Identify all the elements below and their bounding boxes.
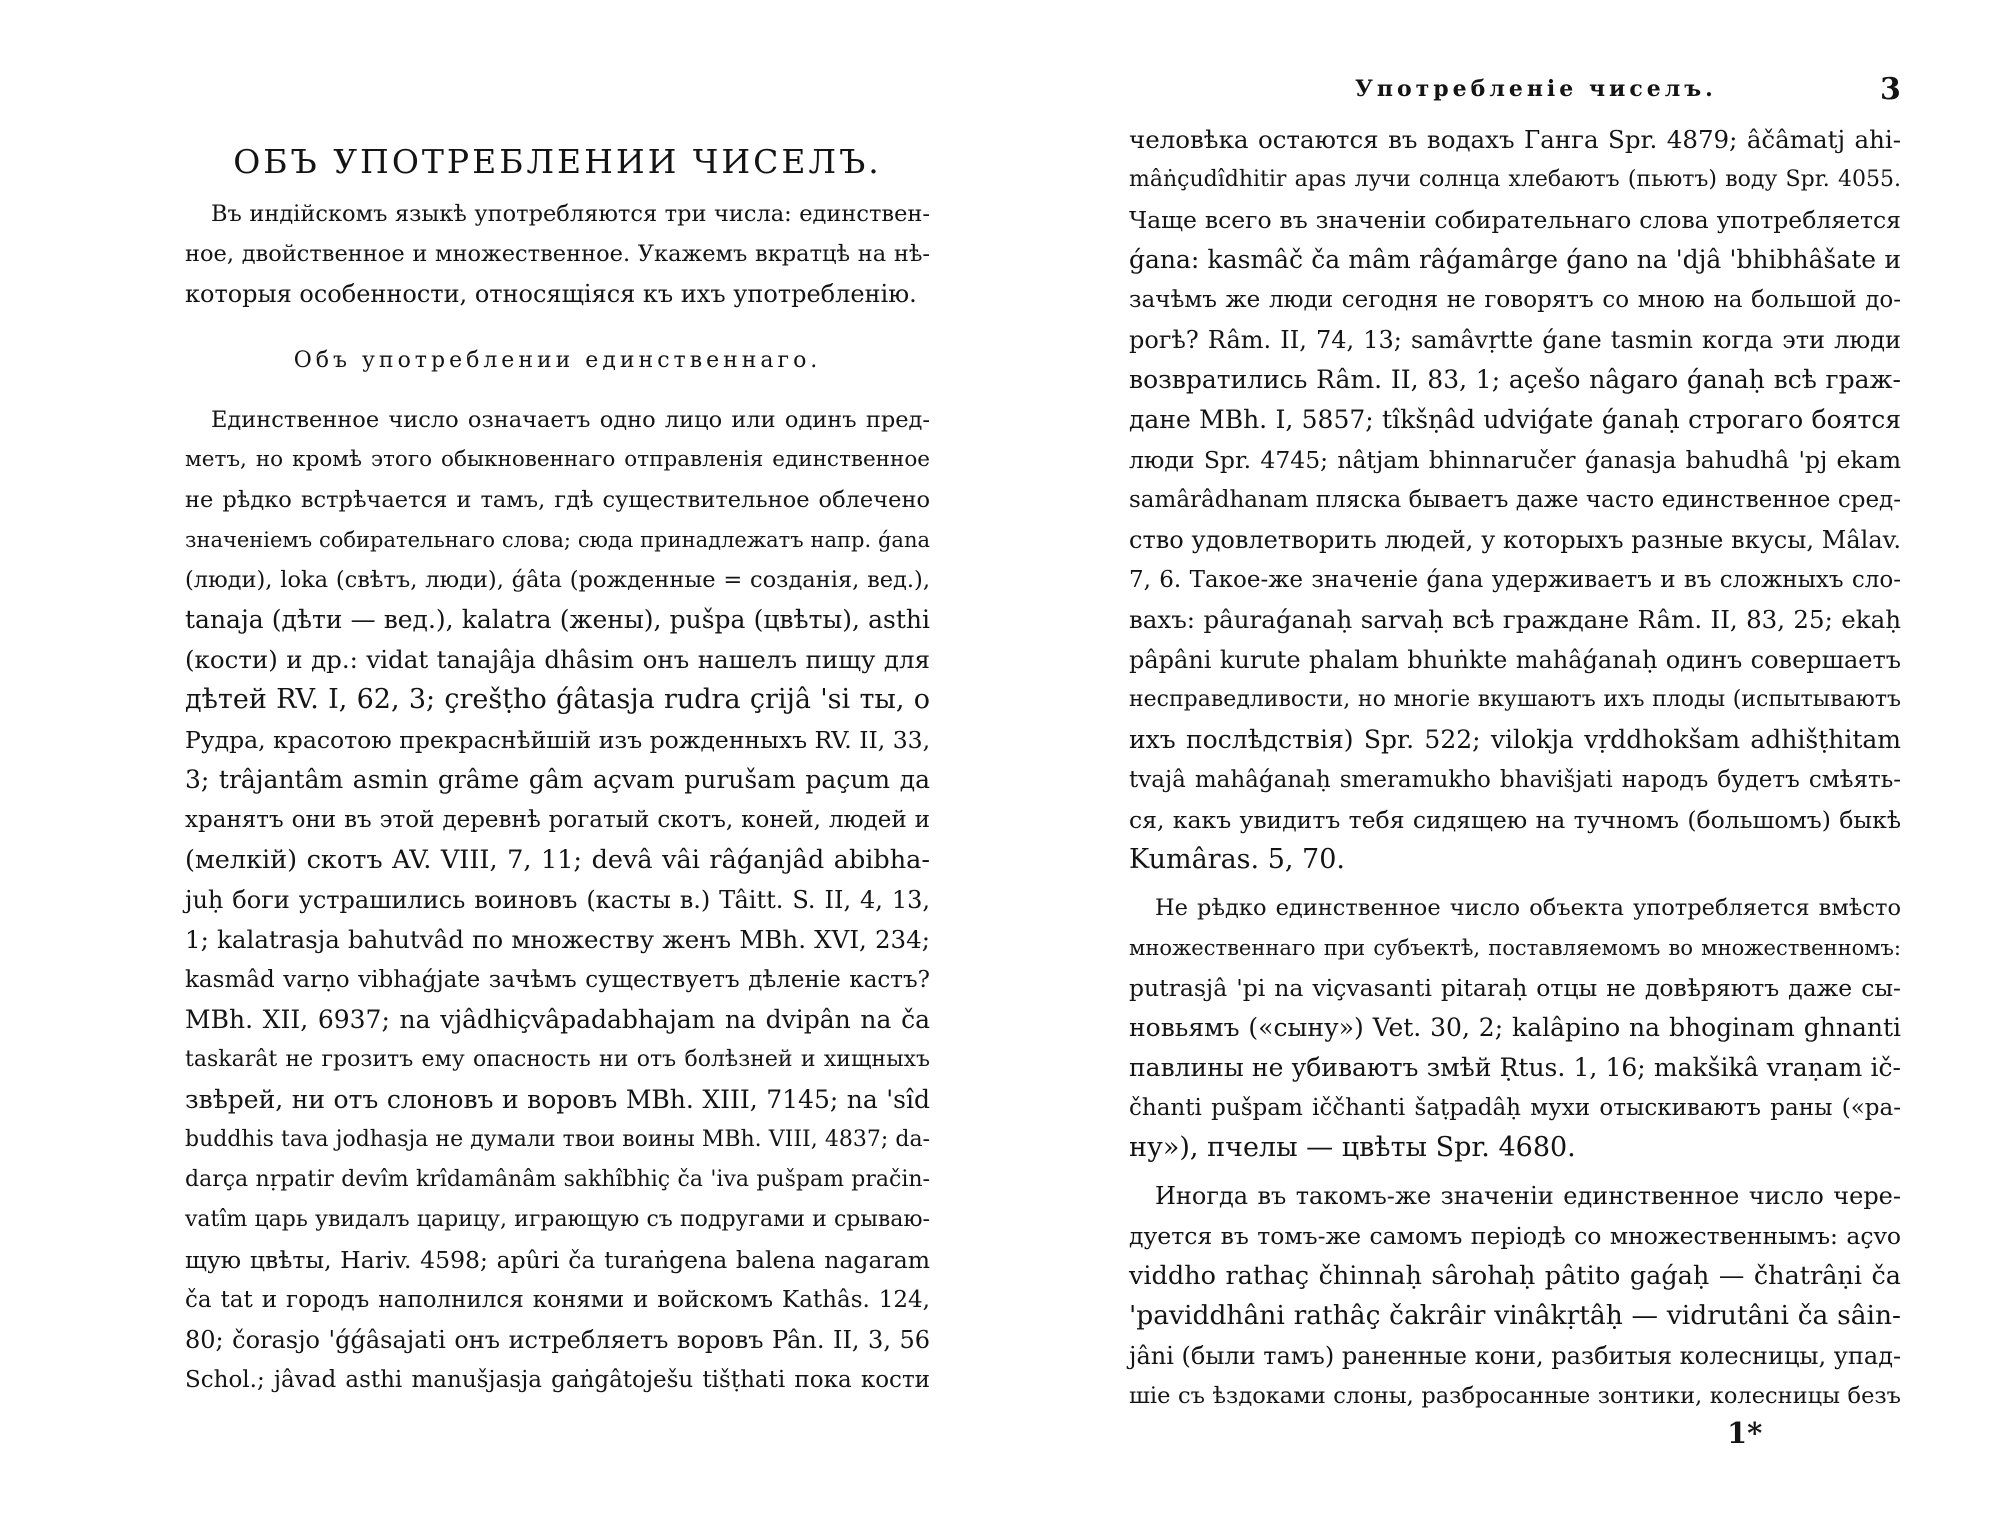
body-line: tvajâ mahâǵanaḥ smeramukho bhavišjati народъ будетъ смѣять- <box>1129 767 1901 793</box>
body-line: 3; trâjantâm asmin grâme gâm açvam purušam paçum да <box>185 765 930 794</box>
body-line: 'paviddhâni rathâç čakrâir vinâkṛtâḥ — vidrutâni ča sâin- <box>1129 1300 1901 1331</box>
body-line: viddho rathaç čhinnaḥ sârohaḥ pâtito gaǵaḥ — čhatrâṇi ča <box>1129 1261 1901 1291</box>
body-line: Рудра, красотою прекраснѣйшій изъ рожденныхъ RV. II, 33, <box>185 726 931 754</box>
right-page <box>1000 0 2000 1516</box>
body-line: возвратились Râm. II, 83, 1; açešo nâgaro ǵanaḥ всѣ граж- <box>1129 365 1901 394</box>
body-line: дане MBh. I, 5857; tîkšṇâd udviǵate ǵanaḥ строгаго боятся <box>1129 405 1901 434</box>
body-line: juḥ боги устрашились воиновъ (касты в.) Tâitt. S. II, 4, 13, <box>185 886 930 914</box>
body-line: (кости) и др.: vidat tanajâja dhâsim онъ нашелъ пищу для <box>185 645 930 674</box>
body-line: Чаще всего въ значеніи собирательнаго слова употребляется <box>1129 206 1901 234</box>
body-line: ну»), пчелы — цвѣты Spr. 4680. <box>1129 1132 1576 1163</box>
running-head: Употребленіе чиселъ. <box>1355 76 1717 102</box>
intro-line: Въ индійскомъ языкѣ употребляются три числа: единствен- <box>211 201 930 227</box>
body-line: Не рѣдко единственное число объекта употребляется вмѣсто <box>1155 895 1901 921</box>
body-line: taskarât не грозитъ ему опасность ни отъ болѣзней и хищныхъ <box>185 1047 930 1072</box>
body-line: человѣка остаются въ водахъ Ганга Spr. 4879; âčâmatj ahi- <box>1129 125 1901 154</box>
body-line: čhanti pušpam iččhanti šaṭpadâḥ мухи отыскиваютъ раны («ра- <box>1129 1095 1901 1121</box>
body-line: дѣтей RV. I, 62, 3; çrešṭho ǵâtasja rudra çrijâ 'si ты, о <box>185 684 930 715</box>
body-line: MBh. XII, 6937; na vjâdhiçvâpadabhajam na dvipân na ča <box>185 1005 930 1034</box>
body-line: (мелкій) скотъ AV. VIII, 7, 11; devâ vâi râǵanjâd abibha- <box>185 845 930 875</box>
body-line: метъ, но кромѣ этого обыкновеннаго отправленія единственное <box>185 447 930 472</box>
page-title: ОБЪ УПОТРЕБЛЕНИИ ЧИСЕЛЪ. <box>233 142 882 181</box>
body-line: новьямъ («сыну») Vet. 30, 2; kalâpino na bhoginam ghnanti <box>1129 1013 1901 1042</box>
body-line: вахъ: pâuraǵanaḥ sarvaḥ всѣ граждане Râm. II, 83, 25; ekaḥ <box>1129 605 1901 634</box>
body-line: darça nṛpatir devîm krîdamânâm sakhîbhiç ča 'iva pušpam pračin- <box>185 1167 930 1192</box>
body-line: tanaja (дѣти — вед.), kalatra (жены), pušpa (цвѣты), asthi <box>185 605 930 634</box>
body-line: множественнаго при субъектѣ, поставляемомъ во множественномъ: <box>1129 936 1901 960</box>
body-line: люди Spr. 4745; nâtjam bhinnaručer ǵanasja bahudhâ 'pj ekam <box>1129 446 1901 474</box>
body-line: несправедливости, но многіе вкушаютъ ихъ плоды (испытываютъ <box>1129 687 1901 712</box>
body-line: Иногда въ такомъ-же значеніи единственное число чере- <box>1155 1182 1901 1210</box>
page-number: 3 <box>1880 72 1901 107</box>
body-line: (люди), loka (свѣтъ, люди), ǵâta (рожденные = созданія, вед.), <box>185 567 930 593</box>
body-line: putrasjâ 'pi na viçvasanti pitaraḥ отцы не довѣряютъ даже сы- <box>1129 974 1901 1002</box>
body-line: vatîm царь увидалъ царицу, играющую съ подругами и срываю- <box>185 1207 930 1232</box>
body-line: mâṅçudîdhitir apas лучи солнца хлебаютъ (пьютъ) воду Spr. 4055. <box>1129 167 1901 192</box>
body-line: павлины не убиваютъ змѣй Ṛtus. 1, 16; makšikâ vraṇam ič- <box>1129 1053 1901 1082</box>
body-line: звѣрей, ни отъ слоновъ и воровъ MBh. XIII, 7145; na 'sîd <box>185 1085 930 1114</box>
body-line: щую цвѣты, Hariv. 4598; apûri ča turaṅgena balena nagaram <box>185 1246 930 1274</box>
signature-mark: 1* <box>1727 1416 1763 1450</box>
body-line: ство удовлетворить людей, у которыхъ разные вкусы, Mâlav. <box>1129 526 1901 554</box>
body-line: шіе съ ѣздоками слоны, разбросанные зонтики, колесницы безъ <box>1129 1383 1901 1409</box>
body-line: Schol.; jâvad asthi manušjasja gaṅgâtoješu tišṭhati пока кости <box>185 1367 930 1393</box>
body-line: хранятъ они въ этой деревнѣ рогатый скотъ, коней, людей и <box>185 807 930 833</box>
body-line: Единственное число означаетъ одно лицо или одинъ пред- <box>211 407 930 433</box>
body-line: buddhis tava jodhasja не думали твои воины MBh. VIII, 4837; da- <box>185 1127 930 1152</box>
intro-line: которыя особенности, относящіяся къ ихъ употребленію. <box>185 280 917 308</box>
body-line: jâni (были тамъ) раненные кони, разбитыя колесницы, упад- <box>1129 1342 1902 1370</box>
left-page <box>0 0 990 1516</box>
body-line: 80; čorasjo 'ǵǵâsajati онъ истребляетъ воровъ Pân. II, 3, 56 <box>185 1326 930 1354</box>
body-line: рогѣ? Râm. II, 74, 13; samâvṛtte ǵane tasmin когда эти люди <box>1129 326 1901 354</box>
body-line: ča tat и городъ наполнился конями и войскомъ Kathâs. 124, <box>185 1287 930 1313</box>
body-line: 7, 6. Такое-же значеніе ǵana удерживаетъ и въ сложныхъ сло- <box>1129 567 1901 593</box>
intro-line: ное, двойственное и множественное. Укажемъ вкратцѣ на нѣ- <box>185 241 930 267</box>
body-line: 1; kalatrasja bahutvâd по множеству женъ MBh. XVI, 234; <box>185 925 930 954</box>
body-line: дуется въ томъ-же самомъ періодѣ со множественнымъ: açvo <box>1129 1222 1901 1250</box>
body-line: ихъ послѣдствія) Spr. 522; vilokja vṛddhokšam adhišṭhitam <box>1129 725 1901 754</box>
body-line: Kumâras. 5, 70. <box>1129 844 1345 875</box>
body-line: зачѣмъ же люди сегодня не говорятъ со мною на большой до- <box>1129 287 1901 313</box>
body-line: ǵana: kasmâč ča mâm râǵamârge ǵano na 'djâ 'bhibhâšate и <box>1129 245 1901 274</box>
body-line: pâpâni kurute phalam bhuṅkte mahâǵanaḥ одинъ совершаетъ <box>1129 646 1901 674</box>
body-line: samârâdhanam пляска бываетъ даже часто единственное сред- <box>1129 487 1901 513</box>
body-line: значеніемъ собирательнаго слова; сюда принадлежатъ напр. ǵana <box>185 528 930 552</box>
body-line: kasmâd varṇo vibhaǵjate зачѣмъ существуетъ дѣленіе кастъ? <box>185 967 930 993</box>
body-line: не рѣдко встрѣчается и тамъ, гдѣ существительное облечено <box>185 487 930 513</box>
body-line: ся, какъ увидитъ тебя сидящею на тучномъ (большомъ) быкѣ <box>1129 806 1901 834</box>
section-subtitle: Объ употреблении единственнаго. <box>293 348 822 373</box>
